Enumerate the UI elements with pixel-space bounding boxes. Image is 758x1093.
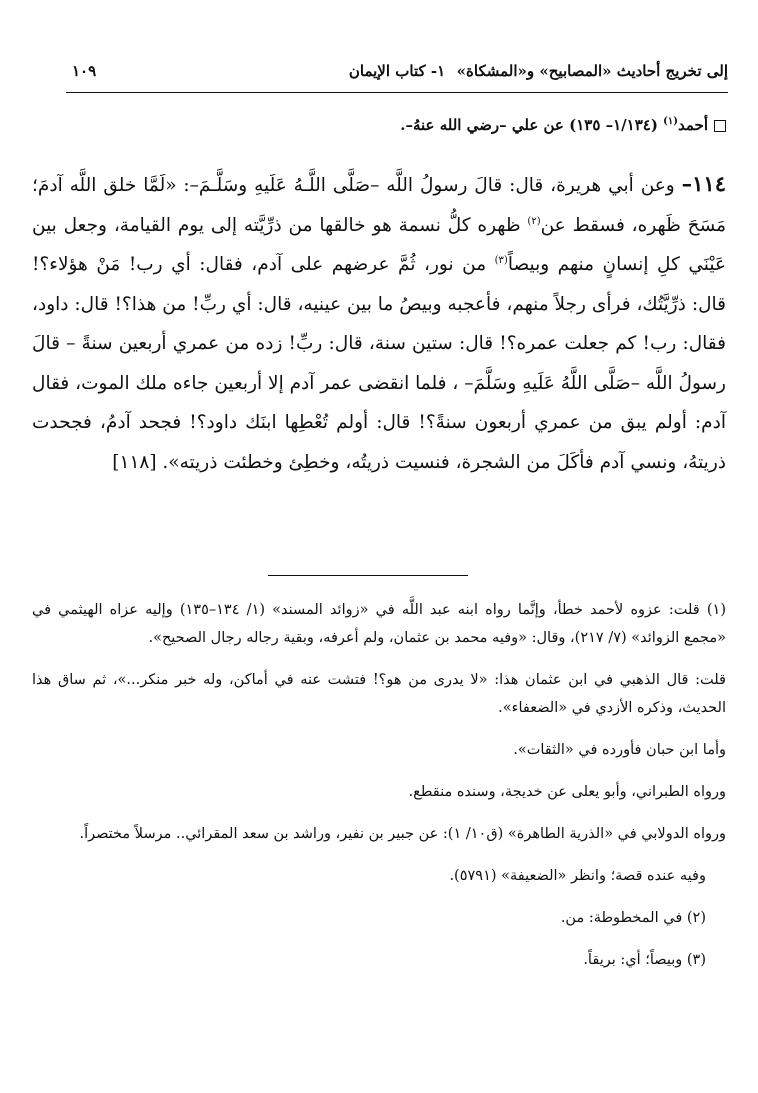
footnote-paragraph: (٢) في المخطوطة: من. — [560, 910, 706, 926]
footnote-paragraph: ورواه الدولابي في «الذرية الطاهرة» (ق١٠/ ١): عن جبير بن نفير، وراشد بن سعد المقرائي.. مرسلاً مختصراً. — [79, 826, 726, 842]
footnote-paragraph: ورواه الطبراني، وأبو يعلى عن خديجة، وسنده منقطع. — [408, 784, 726, 800]
hadith-segment: من نور، ثُمَّ عرضهم على آدم، فقال: أي رب! مَنْ هؤلاء؟! قال: ذرِّيَّتُك، فرأى رجلاً منهم، فأعجبه وبيصُ ما بين عينيه، قال: أي ربِّ! من هذا؟! قال: داود، فقال: رب! كم جعلت عمره؟! قال: ستين سنة، قال: ربِّ! زده من عمري أربعين سنةً – قالَ رسولُ اللَّه –صَلَّى اللَّهُ عَلَيهِ وسَلَّمَ– ، فلما انقضى عمر آدم إلا أربعين جاءه ملك الموت، فقال آدم: أولم يبق من عمري أربعون سنةً؟! قال: أولم تُعْطِها ابنَك داود؟! فجحد آدمُ، فجحدت ذريتهُ، ونسي آدم فأكَلَ من الشجرة، فنسيت ذريتُه، وخطِئ وخطئت ذريته». [١١٨] — [32, 254, 726, 473]
book-title: إلى تخريج أحاديث «المصابيح» و«المشكاة» — [456, 62, 728, 80]
square-bullet-icon — [714, 120, 726, 132]
source-text-b: (١/١٣٤– ١٣٥) عن علي –رضي الله عنهُ–. — [400, 116, 664, 134]
header-rule — [66, 92, 728, 93]
footnote-paragraph: (٣) وبيصاً؛ أي: بريقاً. — [583, 952, 706, 968]
footnote-paragraph: وفيه عنده قصة؛ وانظر «الضعيفة» (٥٧٩١). — [449, 868, 706, 884]
footnote-paragraph: وأما ابن حبان فأورده في «الثقات». — [513, 742, 726, 758]
hadith-number: ١١٤– — [681, 171, 726, 196]
source-text-a: أحمد — [678, 116, 708, 134]
footnote-mark: (٢) — [527, 215, 541, 227]
footnotes — [32, 596, 726, 988]
running-header — [66, 62, 728, 88]
hadith-segment: وعن أبي هريرة، قال: قالَ رسولُ اللَّه –صَلَّى اللَّـهُ عَلَيهِ وسَلَّـمَ–: «لَمَّا خلق اللَّه آدمَ؛ مَسَحَ ظَهره، فسقط عن — [32, 175, 727, 236]
page-number: ١٠٩ — [72, 62, 97, 80]
footnote-mark: (٣) — [494, 254, 508, 266]
footnote-rule — [268, 575, 468, 576]
previous-hadith-source — [36, 116, 726, 134]
footnote-paragraph: (١) قلت: عزوه لأحمد خطأ، وإنَّما رواه ابنه عبد اللَّه في «زوائد المسند» (١/ ١٣٤–١٣٥) وإليه عزاه الهيثمي في «مجمع الزوائد» (٧/ ٢١٧)، وقال: «وفيه محمد بن عثمان، ولم أعرفه، وبقية رجاله رجال الصحيح». — [32, 602, 726, 646]
footnote-paragraph: قلت: قال الذهبي في ابن عثمان هذا: «لا يدرى من هو؟! فتشت عنه في أماكن، وله خبر منكر...»، ثم ساق هذا الحديث، وذكره الأزدي في «الضعفاء». — [32, 672, 726, 716]
hadith-text — [32, 164, 726, 482]
hadith-segment: ظهره كلُّ نسمة هو خالقها من ذرِّيَّته إلى يوم القيامة، وجعل بين عَيْنَي كلِ إنسانٍ منهم وبيصاً — [32, 214, 726, 275]
footnote-mark: (١) — [663, 116, 678, 127]
chapter-title: ١- كتاب الإيمان — [348, 62, 446, 80]
